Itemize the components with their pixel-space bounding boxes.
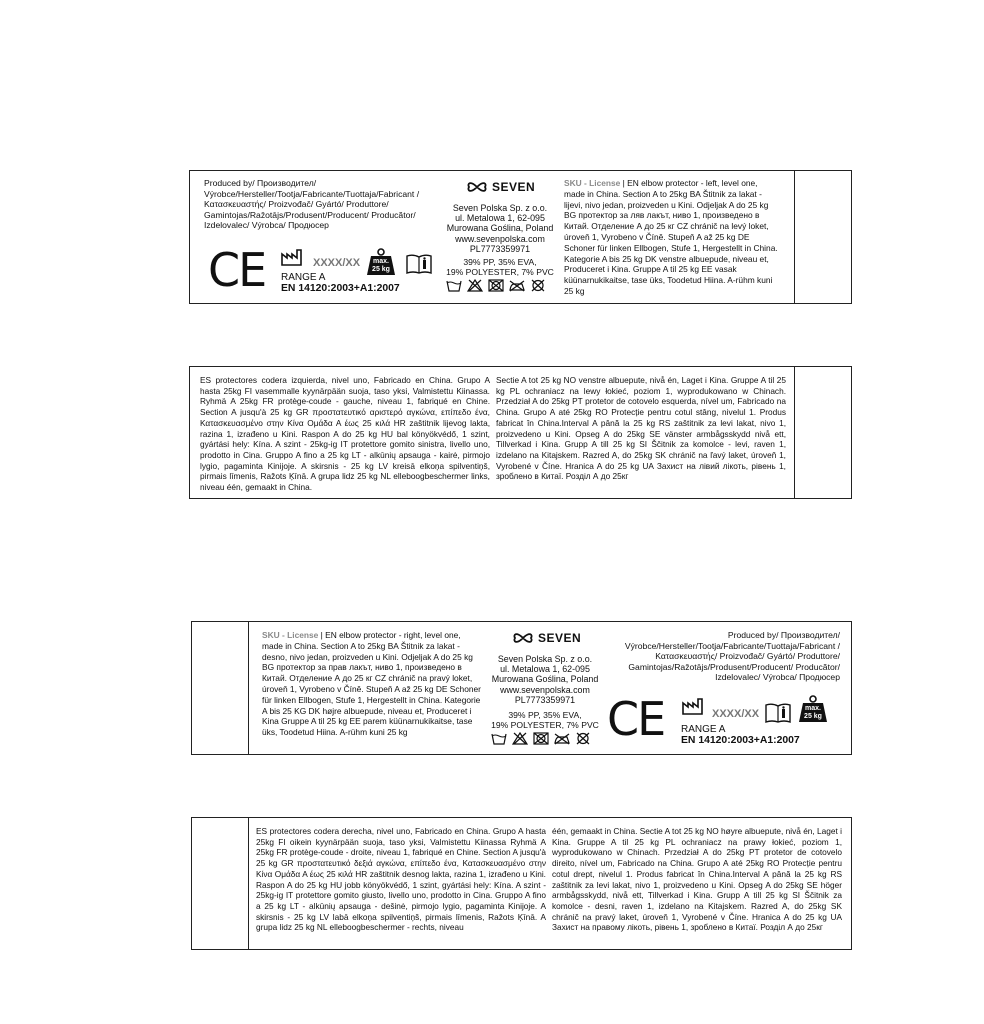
description-text: EN elbow protector - right, level one, made in China. Section A to 25kg BA Štitnik za lakat - desno, nivo jedan, proizveden u Kini. Odjeljak A do 25 kg BG протектор за прав лакът, ниво 1, произведено в Китай. Отделение А до 25 кг CZ chránič na pravý loket, úroveň 1, Vyrobeno v Číně. Stupeň A až 25 kg DE Schoner für linken Ellbogen, Stufe 1, Hergestellt in China. Kategorie A bis 25 KG DK højre albuepude, niveau et, Produceret i Kina Gruppe A til 25 kg EE parem küünarnukikaitse, tase üks, Toodetud Hiina. A-rühm kuni 25 kg (262, 630, 481, 738)
no-tumble-dry-icon (533, 732, 549, 745)
material-block (485, 710, 605, 730)
max-weight-icon (366, 248, 396, 276)
no-bleach-icon (512, 732, 528, 745)
max-weight-value: 25 kg (372, 266, 390, 273)
standard-text: EN 14120:2003+A1:2007 (681, 735, 800, 746)
translation-column-2: Sectie A tot 25 kg NO venstre albuepute, nivå én, Laget i Kina. Gruppe A til 25 kg PL ochraniacz na lewy łokieć, poziom 1, wyprodukowano w Chinach. Przedział A do 25kg PT protetor de cotovelo esquerda, nível um, Fabricado na China. Grupo A até 25kg RO Protecție pentru cotul stâng, nivelul 1. Produs fabricat în China.Interval A până la 25 kg RS zaštitnik za levi lakat, nivo 1, proizvedeno u Kini. Opseg A do 25kg SE vänster armbågsskydd nivå ett, Tillverkad i Kina. Grupp A till 25 kg SI Ščitnik za komolce - levi, raven 1, izdelano na Kitajskem. Razred A, do 25kg SK chránič na ľavý laket, úroveň 1, Vyrobené v Číne. Hranica A do 25 kg UA Захист на лівий лікоть, рівень 1, зроблено в Китаї. Розділ А до 25кг (496, 375, 786, 482)
product-description: SKU - License | EN elbow protector - left, level one, made in China. Section A to 25kg BA Štitnik za lakat - lijevi, nivo jedan, proizveden u Kini. Odjeljak A do 25 kg BG протектор за ляв лакът, ниво 1, произведено в Китай. Отделение А до 25 кг CZ chránič na levý loket, úroveň 1, Vyrobeno v Číně. Stupeň A až 25 kg DE Schoner für linken Ellbogen, Stufe 1, Hergestellt in China. Kategorie A bis 25 kg DK venstre albuepude, niveau et, Produceret i Kina. Gruppe A til 25 kg EE vasak küünarnukikaitse, tase üks, Toodetud Hiina. A-rühm kuni 25 kg (564, 178, 778, 296)
address-block (440, 203, 560, 254)
material-line: 39% PP, 35% EVA, (508, 710, 582, 720)
range-label: RANGE A (681, 724, 726, 735)
date-code: XXXX/XX (712, 708, 760, 720)
seven-logo-icon (512, 629, 534, 647)
address-line: Murowana Goślina, Poland (446, 223, 554, 234)
brand-name: SEVEN (492, 180, 536, 194)
address-line: Seven Polska Sp. z o.o. (497, 654, 593, 664)
address-block (485, 654, 605, 705)
label-divider (248, 818, 249, 949)
max-weight-label: max. (373, 258, 389, 265)
seven-logo-icon (466, 178, 488, 196)
wash-icon (491, 732, 507, 745)
address-line: Seven Polska Sp. z o.o. (452, 203, 548, 213)
standard-text: EN 14120:2003+A1:2007 (281, 283, 400, 294)
no-iron-icon (554, 732, 570, 745)
brand-name: SEVEN (538, 631, 582, 645)
translation-column-1: ES protectores codera izquierda, nivel uno, Fabricado en China. Grupo A hasta 25kg FI vasemmalle kyynärpään suoja, taso yksi, Valmistettu Kiinassa. Ryhmä A 25kg FR protège-coude - gauche, niveau 1, fabriqué en Chine. Section A jusqu'à 25 kg GR προστατευτικό αριστερό αγκώνα, επίπεδο ένα, Κατασκευασμένο στην Κίνα Ομάδα Α έως 25 κιλά HR zaštitnik lijevog lakta, razina 1, izrađeno u Kini. Raspon A do 25 kg HU bal könyökvédő, 1 szint, gyártási hely: Kína. A szint - 25kg-ig IT protettore gomito sinistra, livello uno, prodotto in Cina. Gruppo A fino a 25 kg LT - alkūnių apsauga - kairė, pirmojo lygio, pagaminta Kinijoje. A skirsnis - 25 kg LV kreisā elkoņa spilventiņš, pirmais līmenis, Ražots Ķīnā. A grupa lidz 25 kg NL elleboogbeschermer links, niveau één, gemaakt in China. (200, 375, 490, 493)
instructions-icon (764, 702, 792, 724)
max-weight-value: 25 kg (804, 713, 822, 720)
standard-label (681, 735, 800, 746)
label-divider (248, 622, 249, 754)
max-weight-icon (798, 695, 828, 723)
wash-icon (446, 279, 462, 292)
no-dry-clean-icon (530, 279, 546, 292)
manufacture-date-icon (682, 697, 704, 715)
no-bleach-icon (467, 279, 483, 292)
label-left-translations (189, 366, 852, 499)
instructions-icon (405, 253, 433, 275)
website-link: www.sevenpolska.com (500, 684, 590, 695)
sku-label: SKU - License (262, 630, 319, 640)
website-link: www.sevenpolska.com (455, 233, 545, 244)
sku-label: SKU - License (564, 178, 621, 188)
no-tumble-dry-icon (488, 279, 504, 292)
seven-logo (512, 629, 581, 647)
label-left-main (189, 170, 852, 304)
product-description: SKU - License | EN elbow protector - right, level one, made in China. Section A to 25kg BA Štitnik za lakat - desno, nivo jedan, proizveden u Kini. Odjeljak A do 25 kg BG протектор за прав лакът, ниво 1, произведено в Китай. Отделение А до 25 кг CZ chránič na pravý loket, úroveň 1, Vyrobeno v Číně. Stupeň A až 25 kg DE Schoner für linken Ellbogen, Stufe 1, Hergestellt in China. Kategorie A bis 25 KG DK højre albuepude, niveau et, Produceret i Kina Gruppe A til 25 kg EE parem küünarnukikaitse, tase üks, Toodetud Hiina. A-rühm kuni 25 kg (262, 630, 481, 738)
label-divider (794, 171, 795, 303)
standard-label (281, 283, 400, 294)
address-line: ul. Metalowa 1, 62-095 (500, 664, 590, 675)
no-dry-clean-icon (575, 732, 591, 745)
manufacture-date-icon (281, 248, 303, 266)
description-text: EN elbow protector - left, level one, made in China. Section A to 25kg BA Štitnik za lakat - lijevi, nivo jedan, proizveden u Kini. Odjeljak A do 25 kg BG протектор за ляв лакът, ниво 1, произведено в Китай. Отделение А до 25 кг CZ chránič na levý loket, úroveň 1, Vyrobeno v Číně. Stupeň A až 25 kg DE Schoner für linken Ellbogen, Stufe 1, Hergestellt in China. Kategorie A bis 25 kg DK venstre albuepude, niveau et, Produceret i Kina. Gruppe A til 25 kg EE vasak küünarnukikaitse, tase üks, Toodetud Hiina. A-rühm kuni 25 kg (564, 178, 778, 296)
care-icons (446, 279, 546, 292)
address-line: Murowana Goślina, Poland (491, 674, 599, 685)
label-divider (794, 367, 795, 498)
material-line: 19% POLYESTER, 7% PVC (446, 267, 554, 277)
care-icons (491, 732, 591, 745)
address-line: ul. Metalowa 1, 62-095 (455, 213, 545, 224)
ce-mark: CE (607, 692, 665, 746)
material-line: 39% PP, 35% EVA, (463, 257, 537, 267)
label-right-main (191, 621, 852, 755)
producer-text: Produced by/ Производител/ Výrobce/Hersteller/Tootja/Fabricante/Tuottaja/Fabricant /Κατασκευαστής/ Proizvođač/ Gyártó/ Produttore/ Gamintojas/Ražotājs/Produsent/Producent/ Producător/ Izdelovalec/ Výrobca/ Продюсер (624, 630, 840, 683)
translation-column-1: ES protectores codera derecha, nivel uno, Fabricado en China. Grupo A hasta 25kg FI oikein kyynärpään suoja, taso yksi, Valmistettu Kiinassa Ryhmä A 25kg FR protège-coude - droite, niveau 1, fabriqué en Chine. Section A jusqu'à 25 kg GR προστατευτικό δεξιά αγκώνα, επίπεδο ένα, Κατασκευασμένο στην Κίνα Ομάδα Α έως 25 κιλά HR zaštitnik desnog lakta, razina 1, izrađeno u Kini. Raspon A do 25 kg HU jobb könyökvédő, 1 szint, gyártási hely: Kína. A szint - 25kg-ig IT protettore gomito giusto, livello uno, prodotto in Cina. Gruppo A fino a 25 kg LT - alkūnių apsauga - dešinė, pirmojo lygio, pagaminta Kinijoje. A skirsnis - 25 kg LV labā elkoņa spilventiņš, pirmais līmenis, Ražots Ķīnā. A grupa lidz 25 kg NL elleboogbeschermer - rechts, niveau (256, 826, 546, 933)
translation-column-2: één, gemaakt in China. Sectie A tot 25 kg NO høyre albuepute, nivå én, Laget i Kina. Gruppe A til 25 kg PL ochraniacz na prawy łokieć, poziom 1, wyprodukowano w Chinach. Przedział A do 25kg PT protetor de cotovelo direito, nível um, Fabricado na China. Grupo A até 25kg RO Protecție pentru cotul drept, nivelul 1. Produs fabricat în China.Interval A până la 25 kg RS zaštitnik za levi lakat, nivo 1, proizvedeno u Kini. Opseg A do 25kg SE höger armbågsskydd, nivå ett, Tillverkad i Kina. Grupp A till 25 kg SI Ščitnik za komolce - desni, raven 1, izdelano na Kitajskem. Razred A, do 25kg SK chránič na pravý laket, úroveň 1, Vyrobené v Číne. Hranica A do 25 kg UA Захист на правому лікоть, рівень 1, зроблено в Китаї. Розділ А до 25кг (552, 826, 842, 933)
date-code: XXXX/XX (313, 257, 361, 269)
producer-text: Produced by/ Производител/ Výrobce/Hersteller/Tootja/Fabricante/Tuottaja/Fabricant /Κατασκευαστής/ Proizvođač/ Gyártó/ Produttore/ Gamintojas/Ražotājs/Produsent/Producent/ Producător/ Izdelovalec/ Výrobca/ Продюсер (204, 178, 420, 231)
seven-logo (466, 178, 535, 196)
material-line: 19% POLYESTER, 7% PVC (491, 720, 599, 730)
ce-mark: CE (208, 243, 266, 297)
vat-number: PL7773359971 (514, 694, 576, 705)
material-block (440, 257, 560, 277)
vat-number: PL7773359971 (469, 243, 531, 254)
no-iron-icon (509, 279, 525, 292)
label-right-translations (191, 817, 852, 950)
max-weight-label: max. (805, 705, 821, 712)
range-label: RANGE A (281, 272, 326, 283)
